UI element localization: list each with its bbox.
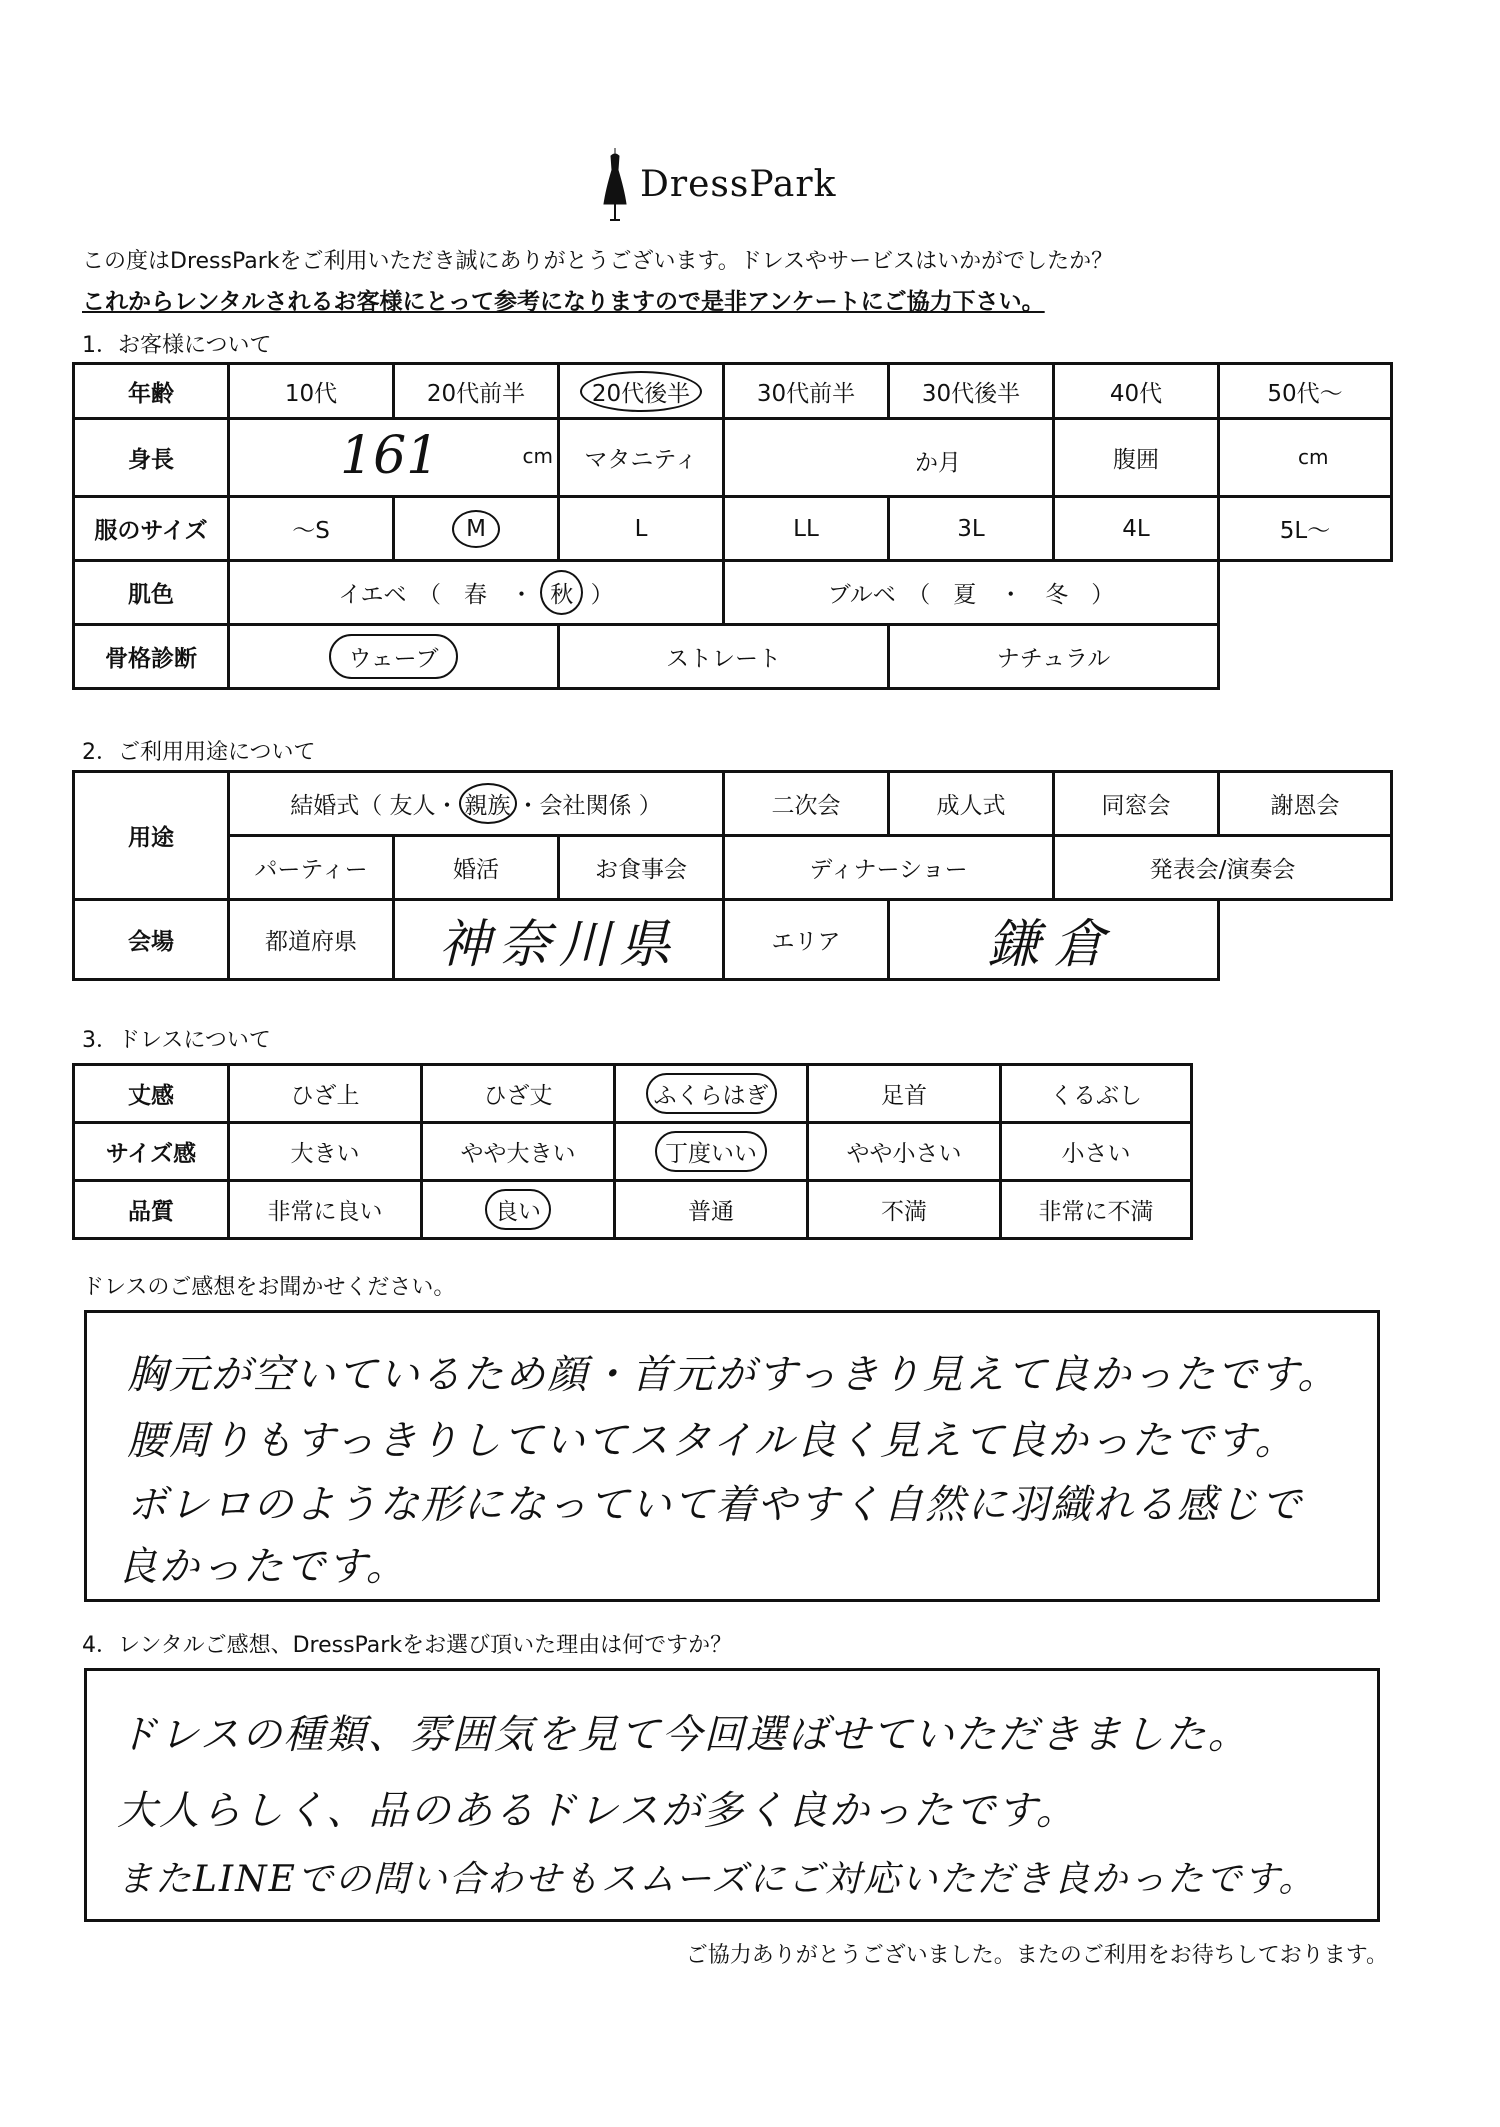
empty-cell: [1219, 625, 1392, 689]
purpose-option[interactable]: 婚活: [394, 836, 559, 900]
area-value[interactable]: 鎌倉: [889, 900, 1219, 980]
wedding-suffix: ・会社関係 ）: [516, 793, 662, 819]
purpose-option[interactable]: 同窓会: [1054, 772, 1219, 836]
purpose-option[interactable]: お食事会: [559, 836, 724, 900]
quality-option[interactable]: 普通: [615, 1181, 808, 1239]
selected-circle: ウェーブ: [329, 634, 459, 679]
quality-label: 品質: [74, 1181, 229, 1239]
age-option[interactable]: 10代: [229, 364, 394, 419]
age-option[interactable]: 30代前半: [724, 364, 889, 419]
skin-row: [74, 561, 1392, 625]
selected-circle: 20代後半: [580, 371, 702, 412]
length-option[interactable]: くるぶし: [1001, 1065, 1192, 1123]
empty-cell: [1219, 561, 1392, 625]
age-option[interactable]: 50代〜: [1219, 364, 1392, 419]
pref-label: 都道府県: [229, 900, 394, 980]
age-option[interactable]: 40代: [1054, 364, 1219, 419]
purpose-row-1: [74, 772, 1392, 836]
skin-label: 肌色: [74, 561, 229, 625]
purpose-option[interactable]: 成人式: [889, 772, 1054, 836]
size-option[interactable]: LL: [724, 497, 889, 561]
age-option-selected[interactable]: [559, 364, 724, 419]
dress-comment-line: ボレロのような形になっていて着やすく自然に羽織れる感じで: [127, 1482, 1303, 1528]
fit-option[interactable]: やや小さい: [808, 1123, 1001, 1181]
height-unit: cm: [522, 444, 553, 468]
fit-option[interactable]: 小さい: [1001, 1123, 1192, 1181]
dress-comment-line: 腰周りもすっきりしていてスタイル良く見えて良かったです。: [127, 1418, 1297, 1464]
size-option-selected[interactable]: [394, 497, 559, 561]
size-option[interactable]: 5L〜: [1219, 497, 1392, 561]
size-option[interactable]: L: [559, 497, 724, 561]
dress-comment-line: 良かったです。: [117, 1544, 408, 1590]
dress-icon: [600, 144, 630, 224]
age-label: 年齢: [74, 364, 229, 419]
size-option[interactable]: 3L: [889, 497, 1054, 561]
fit-option[interactable]: やや大きい: [422, 1123, 615, 1181]
quality-row: [74, 1181, 1192, 1239]
length-option-selected[interactable]: [615, 1065, 808, 1123]
logo: [600, 140, 920, 230]
venue-row: [74, 900, 1392, 980]
reason-comment-line: ドレスの種類、雰囲気を見て今回選ばせていただきました。: [117, 1712, 1250, 1758]
purpose-option[interactable]: 発表会/演奏会: [1054, 836, 1392, 900]
skeleton-option[interactable]: ストレート: [559, 625, 889, 689]
section4-title: 4．レンタルご感想、DressParkをお選び頂いた理由は何ですか？: [82, 1633, 733, 1658]
intro-line-1: この度はDressParkをご利用いただき誠にありがとうございます。ドレスやサービスはいかがでしたか？: [82, 249, 1114, 274]
quality-option[interactable]: 非常に不満: [1001, 1181, 1192, 1239]
age-row: [74, 364, 1392, 419]
purpose-option[interactable]: ディナーショー: [724, 836, 1054, 900]
quality-option[interactable]: 不満: [808, 1181, 1001, 1239]
dress-comment-line: 胸元が空いているため顔・首元がすっきり見えて良かったです。: [127, 1352, 1340, 1398]
skin-ie-field[interactable]: [229, 561, 724, 625]
size-label: 服のサイズ: [74, 497, 229, 561]
age-option[interactable]: 30代後半: [889, 364, 1054, 419]
pref-value[interactable]: 神奈川県: [394, 900, 724, 980]
waist-field[interactable]: [1219, 419, 1392, 497]
selected-circle: ふくらはぎ: [646, 1073, 777, 1114]
length-option[interactable]: 足首: [808, 1065, 1001, 1123]
purpose-option[interactable]: パーティー: [229, 836, 394, 900]
skin-ie-open: イエベ （ 春 ・: [338, 582, 533, 608]
dress-table: [72, 1063, 1193, 1240]
footer-message: ご協力ありがとうございました。またのご利用をお待ちしております。: [685, 1943, 1388, 1968]
height-value: 161: [340, 426, 440, 486]
waist-unit: cm: [1298, 445, 1329, 469]
maternity-field[interactable]: [724, 419, 1054, 497]
purpose-option[interactable]: 謝恩会: [1219, 772, 1392, 836]
size-option[interactable]: 4L: [1054, 497, 1219, 561]
empty-cell: [1219, 900, 1392, 980]
length-row: [74, 1065, 1192, 1123]
skeleton-option-selected[interactable]: [229, 625, 559, 689]
height-row: [74, 419, 1392, 497]
age-option[interactable]: 20代前半: [394, 364, 559, 419]
reason-comment-line: またLINEでの問い合わせもスムーズにご対応いただき良かったです。: [117, 1859, 1317, 1900]
wedding-prefix: 結婚式（ 友人・: [290, 793, 459, 819]
reason-comment-line: 大人らしく、品のあるドレスが多く良かったです。: [117, 1788, 1078, 1834]
length-option[interactable]: ひざ上: [229, 1065, 422, 1123]
selected-circle: 秋: [540, 570, 583, 615]
customer-table: [72, 362, 1393, 690]
fit-option[interactable]: 大きい: [229, 1123, 422, 1181]
height-label: 身長: [74, 419, 229, 497]
size-option[interactable]: 〜S: [229, 497, 394, 561]
fit-row: [74, 1123, 1192, 1181]
wedding-field[interactable]: [229, 772, 724, 836]
waist-label: 腹囲: [1054, 419, 1219, 497]
selected-circle: 良い: [485, 1189, 551, 1230]
area-label: エリア: [724, 900, 889, 980]
skin-blue-field[interactable]: ブルベ （ 夏 ・ 冬 ）: [724, 561, 1219, 625]
size-row: [74, 497, 1392, 561]
quality-option-selected[interactable]: [422, 1181, 615, 1239]
quality-option[interactable]: 非常に良い: [229, 1181, 422, 1239]
intro-line-2: これからレンタルされるお客様にとって参考になりますので是非アンケートにご協力下さい。: [82, 289, 1045, 315]
purpose-row-2: [74, 836, 1392, 900]
skeleton-row: [74, 625, 1392, 689]
reason-comment-box[interactable]: [84, 1668, 1380, 1922]
fit-option-selected[interactable]: [615, 1123, 808, 1181]
dress-comment-box[interactable]: [84, 1310, 1380, 1602]
months-unit: か月: [915, 450, 961, 476]
dress-comment-prompt: ドレスのご感想をお聞かせください。: [82, 1275, 456, 1300]
skin-ie-close: ）: [590, 582, 614, 608]
skeleton-label: 骨格診断: [74, 625, 229, 689]
selected-circle: 丁度いい: [655, 1131, 767, 1172]
length-option[interactable]: ひざ丈: [422, 1065, 615, 1123]
selected-circle: M: [452, 510, 500, 548]
purpose-label: 用途: [74, 772, 229, 900]
fit-label: サイズ感: [74, 1123, 229, 1181]
section2-title: 2．ご利用用途について: [82, 740, 316, 765]
section1-title: 1．お客様について: [82, 333, 272, 358]
maternity-label: マタニティ: [559, 419, 724, 497]
selected-circle: 親族: [459, 783, 517, 824]
skeleton-option[interactable]: ナチュラル: [889, 625, 1219, 689]
purpose-table: [72, 770, 1393, 981]
section3-title: 3．ドレスについて: [82, 1028, 271, 1053]
height-field[interactable]: [229, 419, 559, 497]
length-label: 丈感: [74, 1065, 229, 1123]
purpose-option[interactable]: 二次会: [724, 772, 889, 836]
logo-text: DressPark: [640, 164, 837, 205]
venue-label: 会場: [74, 900, 229, 980]
